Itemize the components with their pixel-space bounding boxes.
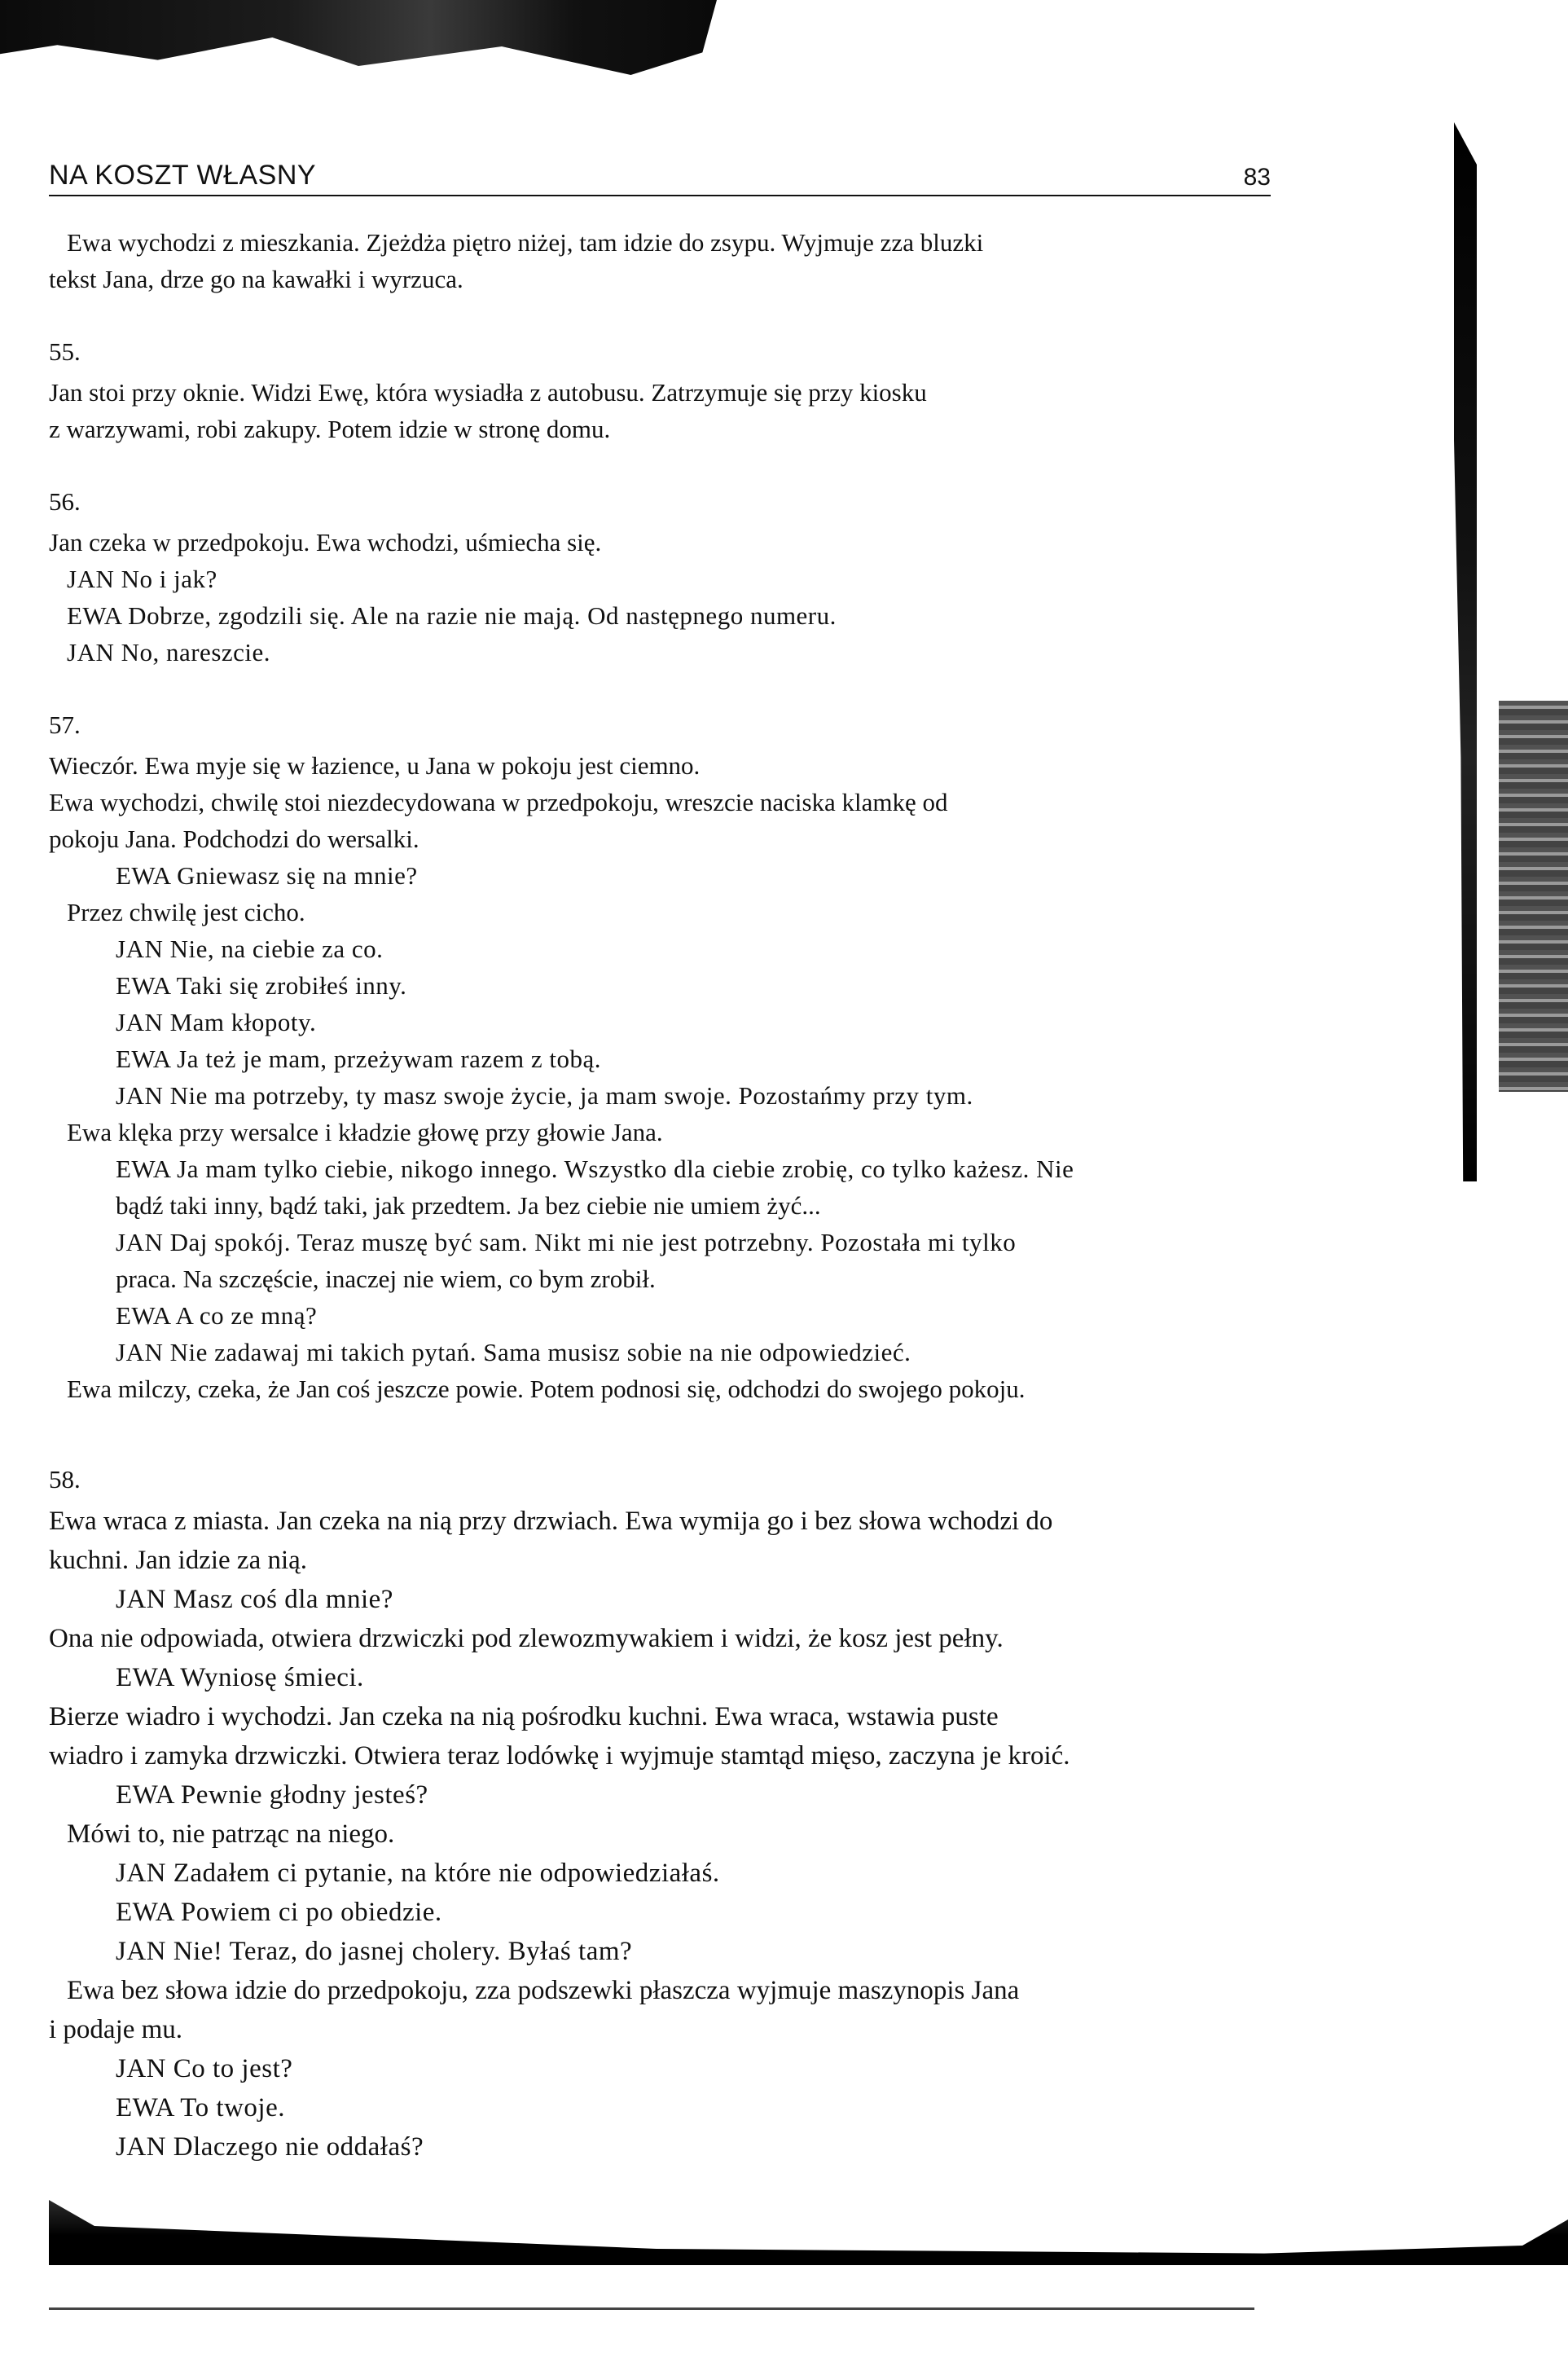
text-line: Ewa wychodzi, chwilę stoi niezdecydowana w przedpokoju, wreszcie naciska klamkę od	[49, 788, 948, 816]
text-line: Ewa wraca z miasta. Jan czeka na nią przy drzwiach. Ewa wymija go i bez słowa wchodzi do	[49, 1507, 1053, 1536]
stage-direction: wiadro i zamyka drzwiczki. Otwiera teraz lodówkę i wyjmuje stamtąd mięso, zaczyna je kroić.	[49, 1741, 1070, 1771]
scene-number: 57.	[49, 710, 81, 739]
stage-direction: Bierze wiadro i wychodzi. Jan czeka na nią pośrodku kuchni. Ewa wraca, wstawia puste	[49, 1702, 999, 1731]
text-line: pokoju Jana. Podchodzi do wersalki.	[49, 825, 419, 853]
dialogue-line: EWA Pewnie głodny jesteś?	[116, 1780, 428, 1810]
scene-58	[49, 1461, 1271, 2167]
running-title: NA KOSZT WŁASNY	[49, 160, 317, 191]
dialogue-line: JAN Nie ma potrzeby, ty masz swoje życie, ja mam swoje. Pozostańmy przy tym.	[116, 1081, 973, 1110]
text-line: Jan stoi przy oknie. Widzi Ewę, która wysiadła z autobusu. Zatrzymuje się przy kiosku	[49, 378, 927, 407]
dialogue-line: JAN No i jak?	[67, 565, 217, 593]
stage-direction: Ewa klęka przy wersalce i kładzie głowę przy głowie Jana.	[67, 1118, 663, 1146]
page-number: 83	[1243, 164, 1271, 191]
dialogue-line: JAN Dlaczego nie oddałaś?	[116, 2132, 424, 2162]
intro-block	[49, 224, 1271, 297]
dialogue-line: JAN Co to jest?	[116, 2054, 293, 2083]
scene-57	[49, 706, 1271, 1407]
text-line: Wieczór. Ewa myje się w łazience, u Jana w pokoju jest ciemno.	[49, 751, 701, 780]
dialogue-line: EWA Taki się zrobiłeś inny.	[116, 971, 407, 1000]
dialogue-line: JAN Nie! Teraz, do jasnej cholery. Byłaś tam?	[116, 1937, 633, 1966]
text-line: Ewa wychodzi z mieszkania. Zjeżdża piętro niżej, tam idzie do zsypu. Wyjmuje zza bluzki	[67, 228, 984, 257]
stage-direction: Ona nie odpowiada, otwiera drzwiczki pod zlewozmywakiem i widzi, że kosz jest pełny.	[49, 1624, 1004, 1653]
scan-noise-right	[1499, 701, 1568, 1092]
stage-direction: Przez chwilę jest cicho.	[67, 898, 305, 926]
scan-edge-right	[1454, 122, 1477, 1181]
dialogue-line: JAN No, nareszcie.	[67, 638, 271, 666]
scene-56	[49, 483, 1271, 671]
scan-edge-bottom	[49, 2200, 1568, 2265]
dialogue-line: EWA Dobrze, zgodzili się. Ale na razie nie mają. Od następnego numeru.	[67, 601, 837, 630]
dialogue-line: EWA Ja mam tylko ciebie, nikogo innego. Wszystko dla ciebie zrobię, co tylko każesz. Nie	[116, 1155, 1074, 1183]
stage-direction: Ewa milczy, czeka, że Jan coś jeszcze powie. Potem podnosi się, odchodzi do swojego pokoju.	[67, 1375, 1026, 1403]
running-header	[49, 160, 1271, 196]
stage-direction: Ewa bez słowa idzie do przedpokoju, zza podszewki płaszcza wyjmuje maszynopis Jana	[67, 1976, 1020, 2005]
dialogue-line: praca. Na szczęście, inaczej nie wiem, co bym zrobił.	[116, 1265, 656, 1293]
dialogue-line: EWA A co ze mną?	[116, 1301, 318, 1330]
dialogue-line: EWA Wyniosę śmieci.	[116, 1663, 364, 1692]
dialogue-line: JAN Mam kłopoty.	[116, 1008, 317, 1036]
dialogue-line: JAN Zadałem ci pytanie, na które nie odpowiedziałaś.	[116, 1859, 720, 1888]
text-line: Jan czeka w przedpokoju. Ewa wchodzi, uśmiecha się.	[49, 528, 602, 557]
scene-number: 56.	[49, 487, 81, 516]
scan-edge-top	[0, 0, 717, 75]
dialogue-line: EWA To twoje.	[116, 2093, 285, 2123]
dialogue-line: EWA Powiem ci po obiedzie.	[116, 1898, 442, 1927]
text-line: z warzywami, robi zakupy. Potem idzie w stronę domu.	[49, 415, 611, 443]
dialogue-line: bądź taki inny, bądź taki, jak przedtem. Ja bez ciebie nie umiem żyć...	[116, 1191, 821, 1220]
text-line: tekst Jana, drze go na kawałki i wyrzuca.	[49, 265, 463, 293]
scene-number: 58.	[49, 1465, 81, 1494]
dialogue-line: JAN Nie zadawaj mi takich pytań. Sama musisz sobie na nie odpowiedzieć.	[116, 1338, 911, 1366]
text-line: kuchni. Jan idzie za nią.	[49, 1546, 308, 1575]
dialogue-line: EWA Ja też je mam, przeżywam razem z tobą.	[116, 1045, 601, 1073]
scene-number: 55.	[49, 337, 81, 366]
scene-55	[49, 333, 1271, 447]
stage-direction: i podaje mu.	[49, 2015, 183, 2044]
dialogue-line: JAN Masz coś dla mnie?	[116, 1585, 393, 1614]
dialogue-line: EWA Gniewasz się na mnie?	[116, 861, 418, 890]
book-page	[49, 160, 1271, 2167]
stage-direction: Mówi to, nie patrząc na niego.	[67, 1819, 395, 1849]
dialogue-line: JAN Daj spokój. Teraz muszę być sam. Nikt mi nie jest potrzebny. Pozostała mi tylko	[116, 1228, 1017, 1256]
scan-line-bottom	[49, 2307, 1254, 2310]
dialogue-line: JAN Nie, na ciebie za co.	[116, 935, 384, 963]
